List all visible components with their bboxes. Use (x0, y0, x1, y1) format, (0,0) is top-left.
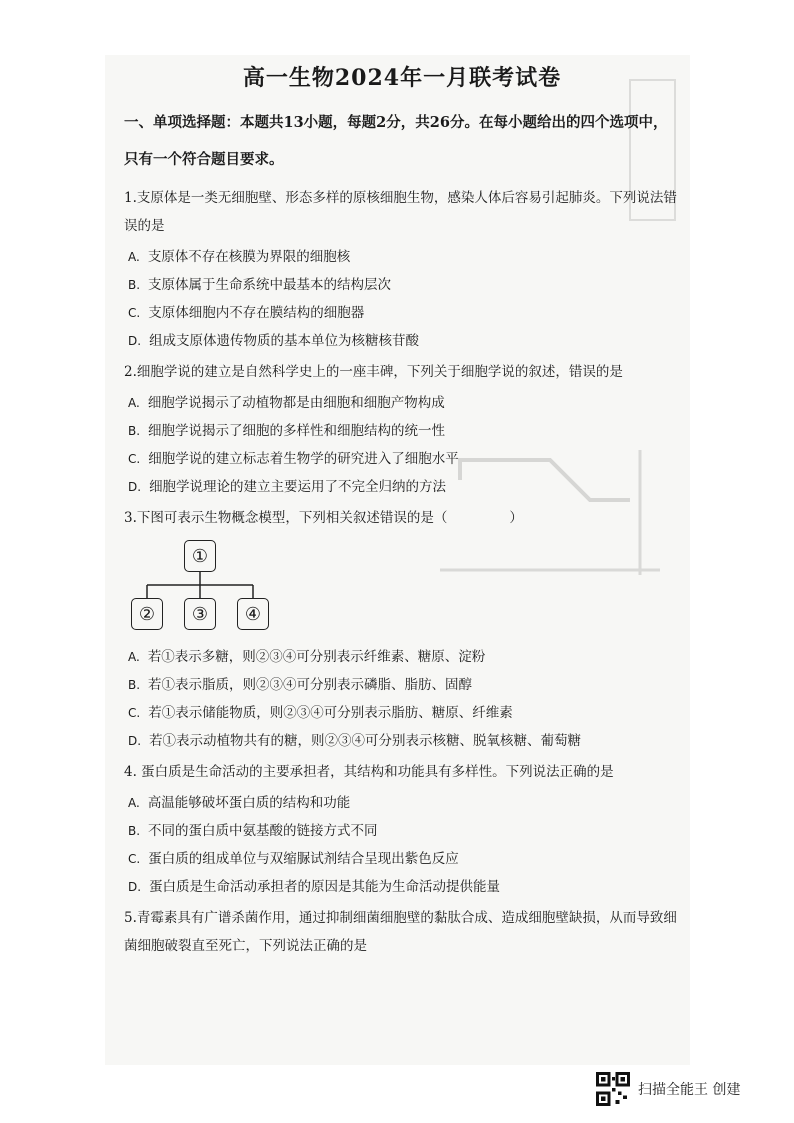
option-b: B. 不同的蛋白质中氨基酸的链接方式不同 (128, 823, 378, 839)
question-2 (124, 358, 680, 498)
node-1: ① (184, 540, 216, 572)
option-c: C. 蛋白质的组成单位与双缩脲试剂结合呈现出紫色反应 (128, 851, 459, 867)
option-b: B. 支原体属于生命系统中最基本的结构层次 (128, 277, 392, 293)
question-stem: 1.支原体是一类无细胞壁、形态多样的原核细胞生物，感染人体后容易引起肺炎。下列说法错误的是 (124, 190, 677, 234)
qr-code-icon (596, 1072, 630, 1106)
question-stem: 2.细胞学说的建立是自然科学史上的一座丰碑，下列关于细胞学说的叙述，错误的是 (124, 364, 623, 380)
option-d: D. 若①表示动植物共有的糖，则②③④可分别表示核糖、脱氧核糖、葡萄糖 (128, 733, 582, 749)
question-1 (124, 184, 680, 352)
scanner-app-text: 扫描全能王 创建 (638, 1082, 741, 1098)
option-a: A. 若①表示多糖，则②③④可分别表示纤维素、糖原、淀粉 (128, 649, 486, 665)
node-3: ③ (184, 598, 216, 630)
scanner-watermark (596, 1072, 740, 1106)
exam-content (124, 62, 680, 960)
option-a: A. 高温能够破坏蛋白质的结构和功能 (128, 795, 351, 811)
question-5 (124, 904, 680, 960)
concept-model-diagram (130, 540, 330, 640)
option-d: D. 蛋白质是生命活动承担者的原因是其能为生命活动提供能量 (128, 879, 501, 895)
question-stem: 4. 蛋白质是生命活动的主要承担者，其结构和功能具有多样性。下列说法正确的是 (124, 764, 614, 780)
section-heading: 一、单项选择题：本题共13小题，每题2分，共26分。在每小题给出的四个选项中，只有一个符合题目要求。 (124, 114, 668, 168)
option-d: D. 细胞学说理论的建立主要运用了不完全归纳的方法 (128, 479, 447, 495)
option-c: C. 支原体细胞内不存在膜结构的细胞器 (128, 305, 365, 321)
question-4 (124, 758, 680, 898)
option-d: D. 组成支原体遗传物质的基本单位为核糖核苷酸 (128, 333, 420, 349)
option-a: A. 支原体不存在核膜为界限的细胞核 (128, 249, 351, 265)
option-c: C. 细胞学说的建立标志着生物学的研究进入了细胞水平 (128, 451, 459, 467)
question-stem: 5.青霉素具有广谱杀菌作用，通过抑制细菌细胞壁的黏肽合成、造成细胞壁缺损，从而导致细菌细胞破裂直至死亡，下列说法正确的是 (124, 910, 677, 954)
exam-title: 高一生物2024年一月联考试卷 (242, 65, 562, 91)
question-3 (124, 504, 680, 752)
node-2: ② (131, 598, 163, 630)
option-a: A. 细胞学说揭示了动植物都是由细胞和细胞产物构成 (128, 395, 445, 411)
option-c: C. 若①表示储能物质，则②③④可分别表示脂肪、糖原、纤维素 (128, 705, 513, 721)
node-4: ④ (237, 598, 269, 630)
question-stem: 3.下图可表示生物概念模型，下列相关叙述错误的是（ ） (124, 510, 523, 526)
option-b: B. 细胞学说揭示了细胞的多样性和细胞结构的统一性 (128, 423, 446, 439)
option-b: B. 若①表示脂质，则②③④可分别表示磷脂、脂肪、固醇 (128, 677, 473, 693)
